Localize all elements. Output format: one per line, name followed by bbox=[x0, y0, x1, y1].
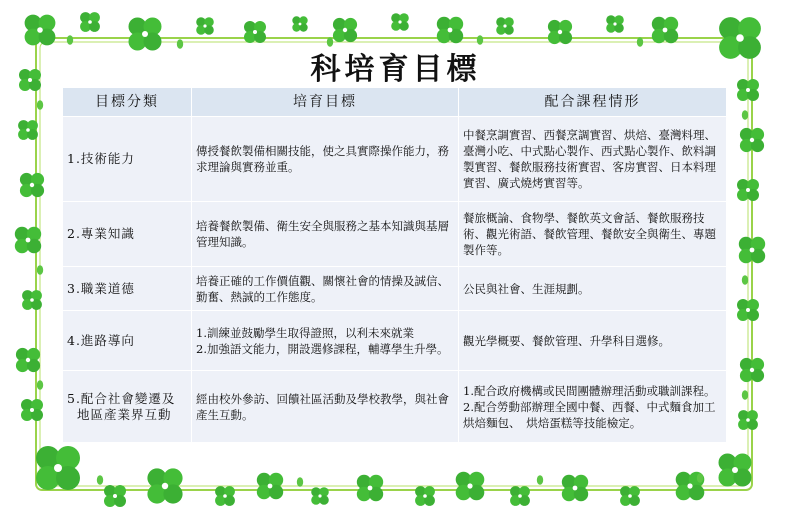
clover-icon bbox=[652, 17, 678, 43]
clover-icon bbox=[16, 348, 40, 372]
clover-icon bbox=[15, 227, 41, 253]
row-goal bbox=[192, 311, 459, 371]
header-category: 目標分類 bbox=[63, 88, 192, 117]
goal-line: 2.加強語文能力，開設選修課程，輔導學生升學。 bbox=[196, 341, 449, 356]
row-goal: 經由校外參訪、回饋社區活動及學校教學，與社會產生互動。 bbox=[192, 371, 459, 443]
row-category: 1.技術能力 bbox=[63, 117, 192, 202]
row-courses: 中餐烹調實習、西餐烹調實習、烘焙、臺灣料理、臺灣小吃、中式點心製作、西式點心製作、飲料調製實習、餐飲服務技術實習、客房實習、日本料理實習、廣式燒烤實習等。 bbox=[459, 117, 727, 202]
category-line: 5.配合社會變遷及 bbox=[67, 390, 176, 406]
page-title: 科培育目標 bbox=[310, 52, 481, 87]
clover-icon bbox=[18, 120, 38, 140]
clover-icon bbox=[620, 486, 640, 506]
row-courses: 餐旅概論、食物學、餐飲英文會話、餐飲服務技術、觀光術語、餐飲管理、餐飲安全與衛生、專題製作等。 bbox=[459, 202, 727, 267]
row-category: 4.進路導向 bbox=[63, 311, 192, 371]
bud-decoration bbox=[742, 110, 748, 120]
bud-decoration bbox=[297, 477, 303, 487]
row-goal: 培養正確的工作價值觀、關懷社會的情操及誠信、勤奮、熱誠的工作態度。 bbox=[192, 267, 459, 311]
row-category bbox=[63, 371, 192, 443]
header-goal: 培育目標 bbox=[192, 88, 459, 117]
course-line: 2.配合勞動部辦理全國中餐、西餐、中式麵食加工 烘焙麵包、 烘焙蛋糕等技能檢定。 bbox=[463, 399, 727, 430]
clover-icon bbox=[20, 173, 44, 197]
table-header-row bbox=[63, 88, 727, 117]
category-line: 地區產業界互動 bbox=[77, 406, 172, 422]
clover-icon bbox=[738, 410, 758, 430]
bud-decoration bbox=[97, 475, 103, 485]
bud-decoration bbox=[537, 475, 543, 485]
bud-decoration bbox=[37, 380, 43, 390]
course-line: 1.配合政府機構或民間團體辦理活動或職訓課程。 bbox=[463, 383, 716, 398]
table-row bbox=[63, 117, 727, 202]
clover-icon bbox=[147, 468, 182, 503]
table-row bbox=[63, 202, 727, 267]
clover-icon bbox=[292, 16, 307, 31]
row-goal: 傳授餐飲製備相關技能，使之具實際操作能力，務求理論與實務並重。 bbox=[192, 117, 459, 202]
clover-icon bbox=[244, 21, 266, 43]
clover-icon bbox=[606, 15, 624, 33]
clover-icon bbox=[80, 12, 100, 32]
clover-icon bbox=[740, 128, 764, 152]
clover-icon bbox=[196, 17, 214, 35]
row-category: 2.專業知識 bbox=[63, 202, 192, 267]
clover-icon bbox=[391, 13, 409, 31]
clover-icon bbox=[22, 290, 42, 310]
clover-icon bbox=[496, 17, 514, 35]
clover-icon bbox=[510, 486, 530, 506]
clover-icon bbox=[104, 485, 126, 507]
clover-icon bbox=[456, 472, 485, 501]
clover-icon bbox=[333, 18, 357, 42]
clover-icon bbox=[548, 20, 572, 44]
bud-decoration bbox=[37, 100, 43, 110]
header-courses: 配合課程情形 bbox=[459, 88, 727, 117]
clover-icon bbox=[719, 454, 752, 487]
clover-icon bbox=[737, 299, 759, 321]
goal-line: 1.訓練並鼓勵學生取得證照，以利未來就業 bbox=[196, 325, 414, 340]
bud-decoration bbox=[742, 275, 748, 285]
row-courses bbox=[459, 371, 727, 443]
clover-icon bbox=[21, 399, 43, 421]
table-row bbox=[63, 311, 727, 371]
row-courses: 觀光學概要、餐飲管理、升學科目選修。 bbox=[459, 311, 727, 371]
clover-icon bbox=[25, 15, 56, 46]
goals-table bbox=[62, 87, 727, 443]
clover-icon bbox=[215, 486, 235, 506]
clover-icon bbox=[739, 237, 765, 263]
row-goal: 培養餐飲製備、衛生安全與服務之基本知識與基層管理知識。 bbox=[192, 202, 459, 267]
clover-icon bbox=[562, 475, 588, 501]
clover-icon bbox=[740, 358, 764, 382]
row-category: 3.職業道德 bbox=[63, 267, 192, 311]
table-row bbox=[63, 371, 727, 443]
clover-icon bbox=[437, 17, 463, 43]
bud-decoration bbox=[37, 265, 43, 275]
clover-icon bbox=[357, 475, 383, 501]
clover-icon bbox=[415, 486, 435, 506]
clover-icon bbox=[311, 487, 329, 505]
table-row bbox=[63, 267, 727, 311]
row-courses: 公民與社會、生涯規劃。 bbox=[459, 267, 727, 311]
clover-icon bbox=[36, 446, 80, 490]
bud-decoration bbox=[742, 390, 748, 400]
clover-icon bbox=[737, 179, 759, 201]
bud-decoration bbox=[697, 473, 703, 483]
clover-icon bbox=[257, 473, 283, 499]
